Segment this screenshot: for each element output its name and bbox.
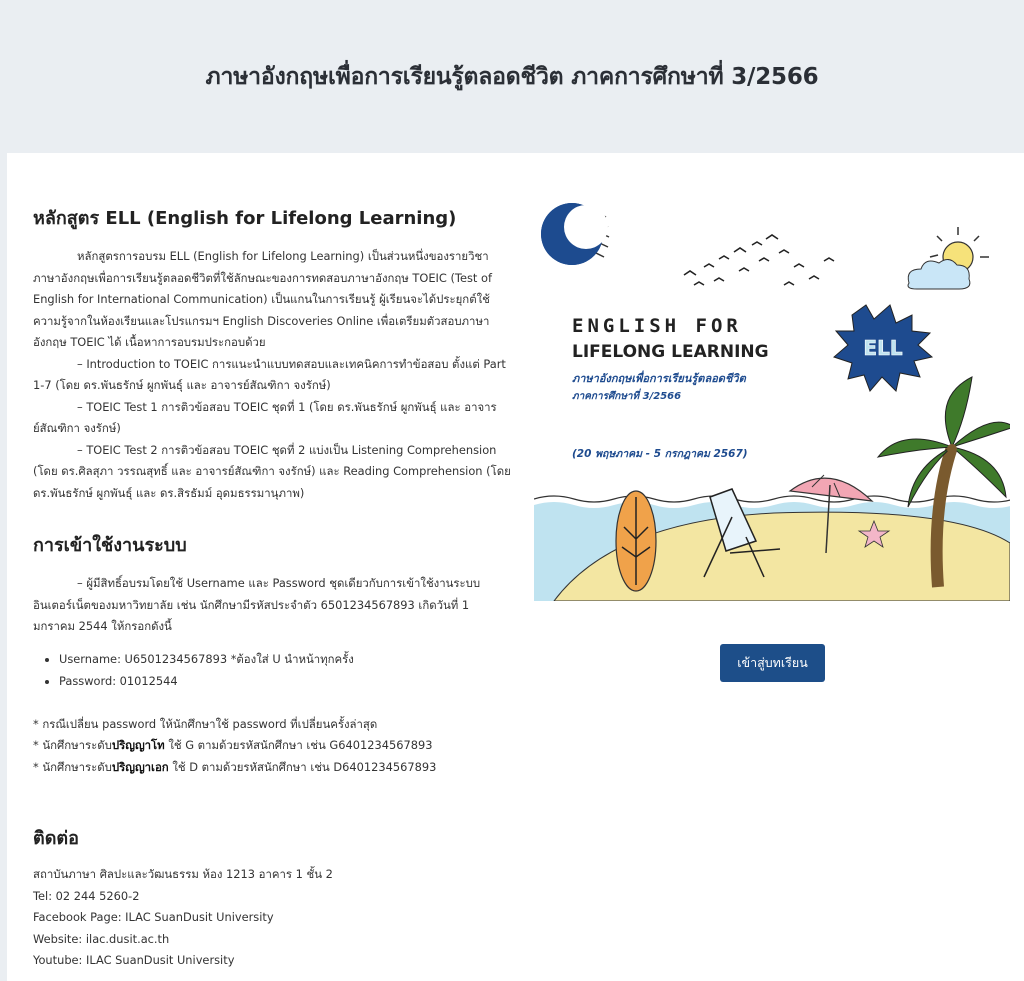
note-doctoral-suffix: ใช้ D ตามด้วยรหัสนักศึกษา เช่น D6401234567893 (168, 759, 437, 774)
surfboard-icon (616, 491, 656, 591)
banner-line2: LIFELONG LEARNING (572, 342, 769, 362)
course-item-1: – Introduction to TOEIC การแนะนำแบบทดสอบและเทคนิคการทำข้อสอบ ตั้งแต่ Part 1-7 (โดย ดร.พันธรักษ์ ผูกพันธุ์ และ อาจารย์สัณฑิกา จงรักษ์) (33, 356, 506, 392)
contact-website: Website: ilac.dusit.ac.th (33, 931, 170, 946)
contact-tel: Tel: 02 244 5260-2 (33, 888, 140, 903)
credentials-list (33, 648, 511, 692)
login-description: – ผู้มีสิทธิ์อบรมโดยใช้ Username และ Password ชุดเดียวกับการเข้าใช้งานระบบอินเตอร์เน็ตของมหาวิทยาลัย เช่น นักศึกษามีรหัสประจำตัว 6501234567893 เกิดวันที่ 1 มกราคม 2544 ให้กรอกดังนี้ (33, 576, 481, 633)
note-doctoral (33, 757, 511, 779)
course-item-3: – TOEIC Test 2 การติวข้อสอบ TOEIC ชุดที่ 2 แบ่งเป็น Listening Comprehension (โดย ดร.ศิลสุภา วรรณสุทธิ์ และ อาจารย์สัณฑิกา จงรักษ์) และ Reading Comprehension (โดย ดร.พันธรักษ์ ผูกพันธุ์ และ ดร.สิรธัมม์ อุดมธรรมานุภาพ) (33, 442, 511, 500)
note-doctoral-prefix: * นักศึกษาระดับ (33, 759, 112, 774)
page-title: ภาษาอังกฤษเพื่อการเรียนรู้ตลอดชีวิต ภาคการศึกษาที่ 3/2566 (205, 63, 819, 90)
banner-line1: ENGLISH FOR (572, 315, 742, 337)
login-heading: การเข้าใช้งานระบบ (33, 535, 187, 556)
course-heading: หลักสูตร ELL (English for Lifelong Learning) (33, 208, 457, 229)
note-doctoral-level: ปริญญาเอก (111, 759, 169, 774)
note-masters-prefix: * นักศึกษาระดับ (33, 738, 112, 752)
login-notes (33, 714, 511, 779)
note-masters-level: ปริญญาโท (111, 738, 165, 752)
contact-address: สถาบันภาษา ศิลปะและวัฒนธรรม ห้อง 1213 อาคาร 1 ชั้น 2 (33, 867, 333, 881)
birds-icon (684, 235, 834, 285)
banner-thai-term: ภาคการศึกษาที่ 3/2566 (572, 391, 682, 402)
username-item: • Username: U6501234567893 *ต้องใส่ U นำหน้าทุกครั้ง (59, 648, 511, 670)
course-section (33, 203, 511, 504)
ell-badge-text: ELL (863, 336, 903, 360)
content-panel (7, 153, 1024, 981)
sun-icon (908, 227, 989, 289)
contact-youtube: Youtube: ILAC SuanDusit University (33, 953, 235, 967)
course-item-2: – TOEIC Test 1 การติวข้อสอบ TOEIC ชุดที่ 1 (โดย ดร.พันธรักษ์ ผูกพันธุ์ และ อาจารย์สัณฑิกา จงรักษ์) (33, 399, 497, 435)
banner-thai-title: ภาษาอังกฤษเพื่อการเรียนรู้ตลอดชีวิต (572, 372, 746, 385)
contact-section (33, 823, 511, 972)
course-banner-image (534, 197, 1010, 601)
login-section (33, 530, 511, 778)
contact-facebook: Facebook Page: ILAC SuanDusit University (33, 910, 274, 924)
banner-dates: (20 พฤษภาคม - 5 กรกฎาคม 2567) (572, 448, 748, 460)
enter-lessons-button[interactable]: เข้าสู่บทเรียน (720, 644, 825, 682)
note-masters (33, 735, 511, 757)
course-intro: หลักสูตรการอบรม ELL (English for Lifelong Learning) เป็นส่วนหนึ่งของรายวิชาภาษาอังกฤษเพื่อการเรียนรู้ตลอดชีวิตที่ใช้ลักษณะของการทดสอบภาษาอังกฤษ TOEIC (Test of English for International Communication) เป็นแกนในการเรียนรู้ ผู้เรียนจะได้ประยุกต์ใช้ความรู้จากในห้องเรียนและโปรแกรมฯ English Discoveries Online เพื่อเตรียมตัวสอบภาษาอังกฤษ TOEIC ได้ เนื้อหาการอบรมประกอบด้วย (33, 249, 492, 349)
password-item: • Password: 01012544 (59, 670, 511, 692)
note-masters-suffix: ใช้ G ตามด้วยรหัสนักศึกษา เช่น G6401234567893 (164, 738, 433, 752)
ell-badge (834, 305, 932, 391)
page-header (0, 0, 1024, 153)
moon-icon (541, 203, 609, 265)
note-password-change: * กรณีเปลี่ยน password ให้นักศึกษาใช้ password ที่เปลี่ยนครั้งล่าสุด (33, 716, 378, 731)
contact-heading: ติดต่อ (33, 828, 79, 849)
